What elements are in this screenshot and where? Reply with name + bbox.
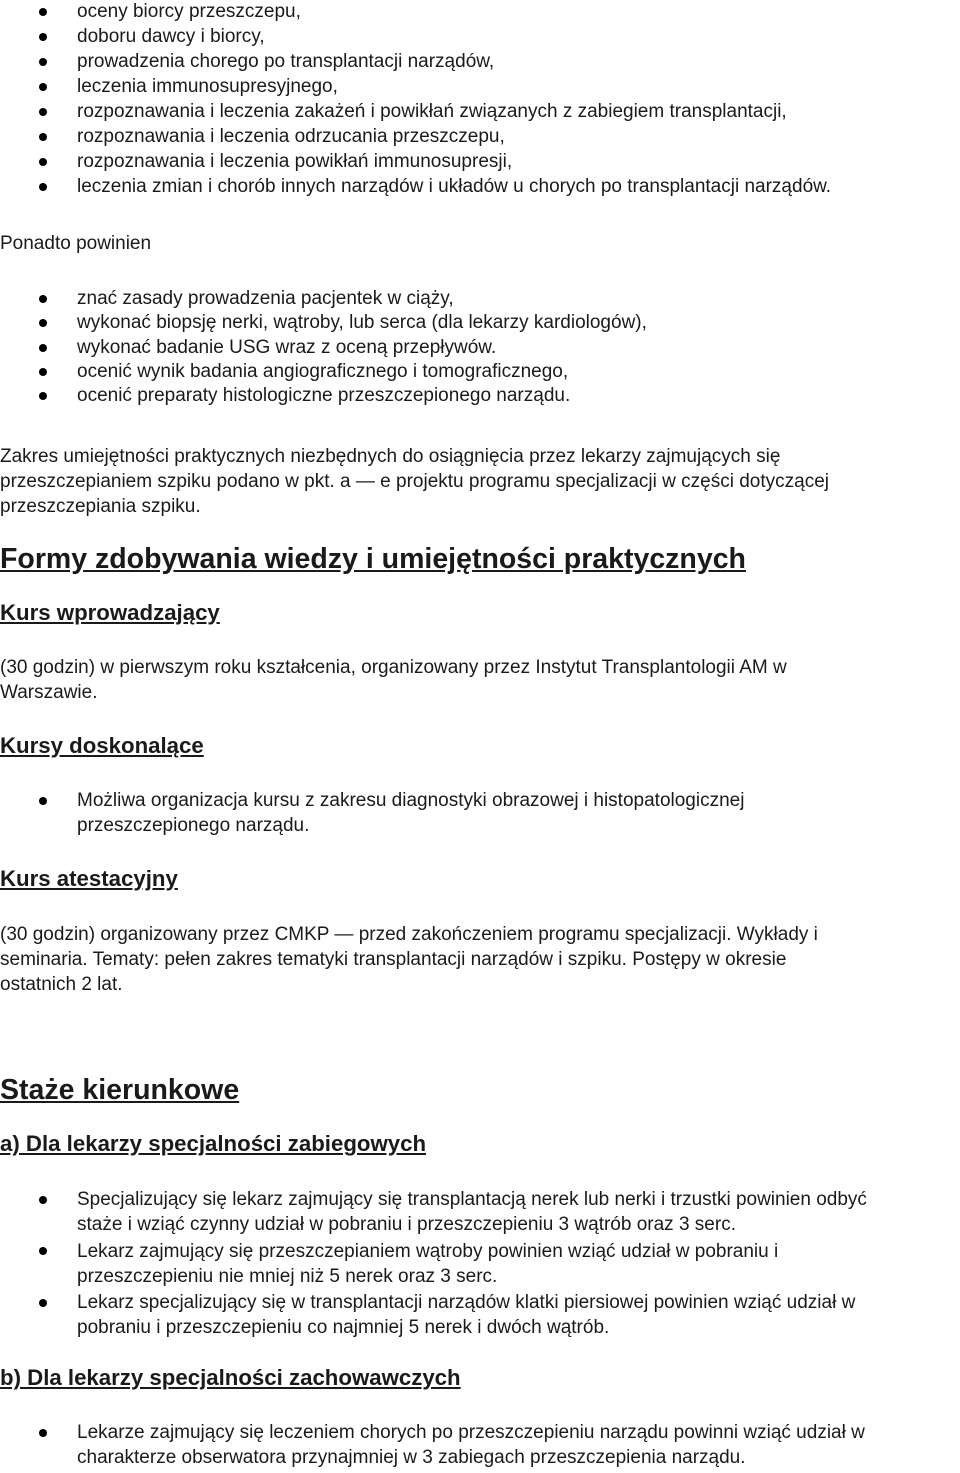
list-item: oceny biorcy przeszczepu, [0,0,956,24]
heading-kurs-atestacyjny: Kurs atestacyjny [0,866,178,891]
list-item [0,1420,956,1470]
list-item: rozpoznawania i leczenia powikłań immunosupresji, [0,149,956,174]
text-line: Lekarze zajmujący się leczeniem chorych po przeszczepieniu narządu powinni wziąć udział w [77,1422,865,1443]
section-a-list [0,1187,956,1342]
text-line: (30 godzin) w pierwszym roku kształcenia, organizowany przez Instytut Transplantologii AM w [0,657,787,678]
text-line: Możliwa organizacja kursu z zakresu diagnostyki obrazowej i histopatologicznej [77,790,745,811]
text-line: Specjalizujący się lekarz zajmujący się transplantacją nerek lub nerki i trzustki powinien odbyć [77,1189,867,1210]
text-line: seminaria. Tematy: pełen zakres tematyki transplantacji narządów i szpiku. Postępy w okresie [0,949,787,970]
list-item: doboru dawcy i biorcy, [0,24,956,49]
list-item: ocenić preparaty histologiczne przeszczepionego narządu. [0,384,956,408]
heading-staze: Staże kierunkowe [0,1074,240,1106]
list-item: leczenia zmian i chorób innych narządów i układów u chorych po transplantacji narządów. [0,174,956,199]
list-item [0,1187,956,1237]
list-item [0,788,956,838]
zakres-paragraph [0,444,956,519]
heading-formy: Formy zdobywania wiedzy i umiejętności praktycznych [0,543,746,575]
heading-section-a: a) Dla lekarzy specjalności zabiegowych [0,1131,427,1156]
list-item: rozpoznawania i leczenia odrzucania przeszczepu, [0,124,956,149]
kurs-wprowadzajacy-paragraph [0,655,956,705]
text-line: Zakres umiejętności praktycznych niezbędnych do osiągnięcia przez lekarzy zajmujących się [0,446,781,467]
text-line: przeszczepieniu nie mniej niż 5 nerek oraz 3 serc. [77,1265,498,1287]
list-item [0,1239,956,1289]
text-line: przeszczepianiem szpiku podano w pkt. a — e projektu programu specjalizacji w części dotyczącej [0,471,829,492]
list-item: znać zasady prowadzenia pacjentek w ciąży, [0,287,956,311]
heading-kursy-doskonalace: Kursy doskonalące [0,733,204,758]
text-line: pobraniu i przeszczepieniu co najmniej 5 nerek i dwóch wątrób. [77,1317,610,1339]
text-line: Lekarz specjalizujący się w transplantacji narządów klatki piersiowej powinien wziąć udział w [77,1292,856,1314]
text-line: charakterze obserwatora przynajmniej w 3 zabiegach przeszczepienia narządu. [77,1447,746,1468]
kurs-atestacyjny-paragraph [0,922,956,997]
list-item: rozpoznawania i leczenia zakażeń i powikłań związanych z zabiegiem transplantacji, [0,99,956,124]
text-line: (30 godzin) organizowany przez CMKP — przed zakończeniem programu specjalizacji. Wykłady i [0,924,818,945]
list-item: wykonać biopsję nerki, wątroby, lub serca (dla lekarzy kardiologów), [0,311,956,335]
heading-kurs-wprowadzajacy: Kurs wprowadzający [0,600,220,625]
kursy-doskonalace-list [0,788,956,838]
list-item [0,1290,956,1340]
section-b-list [0,1420,956,1470]
text-line: przeszczepionego narządu. [77,815,310,836]
list-item: leczenia immunosupresyjnego, [0,74,956,99]
ponadto-label: Ponadto powinien [0,233,152,254]
text-line: ostatnich 2 lat. [0,974,123,995]
text-line: przeszczepiania szpiku. [0,496,201,517]
skills-list [0,0,956,199]
additional-skills-list [0,287,956,408]
text-line: Warszawie. [0,682,98,703]
list-item: wykonać badanie USG wraz z oceną przepływów. [0,336,956,360]
list-item: prowadzenia chorego po transplantacji narządów, [0,49,956,74]
text-line: Lekarz zajmujący się przeszczepianiem wątroby powinien wziąć udział w pobraniu i [77,1240,779,1262]
heading-section-b: b) Dla lekarzy specjalności zachowawczych [0,1365,461,1390]
list-item: ocenić wynik badania angiograficznego i tomograficznego, [0,360,956,384]
text-line: staże i wziąć czynny udział w pobraniu i przeszczepieniu 3 wątrób oraz 3 serc. [77,1214,736,1235]
